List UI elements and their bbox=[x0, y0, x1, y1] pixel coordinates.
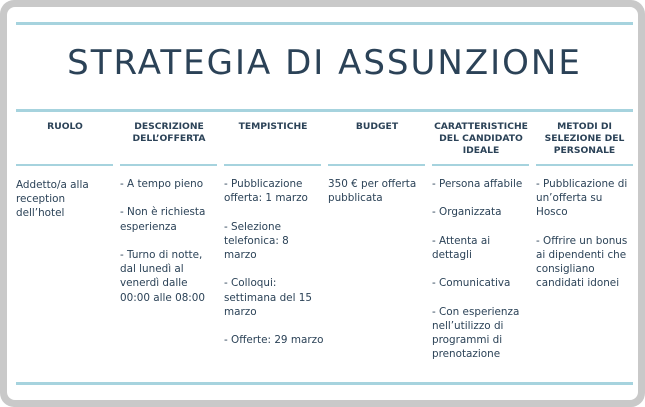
cell-ruolo bbox=[16, 178, 112, 221]
page-title: STRATEGIA DI ASSUNZIONE bbox=[67, 43, 582, 83]
list-item: - A tempo pieno bbox=[120, 178, 204, 190]
cell-budget bbox=[328, 177, 424, 205]
header-underline bbox=[224, 164, 321, 166]
list-item: - Colloqui: settimana del 15 marzo bbox=[224, 277, 312, 318]
header-underline bbox=[120, 164, 217, 166]
column-header-tempistiche: TEMPISTICHE bbox=[238, 121, 308, 132]
column-header-caratteristiche: CARATTERISTICHE DEL CANDIDATO IDEALE bbox=[434, 121, 528, 156]
list-item: - Attenta ai dettagli bbox=[432, 234, 491, 261]
cell-tempistiche bbox=[224, 177, 324, 347]
header-underline bbox=[16, 164, 113, 166]
title-divider bbox=[16, 109, 633, 112]
list-item: - Turno di notte, dal lunedì al venerdì dalle 00:00 alle 08:00 bbox=[120, 248, 206, 304]
list-item: 350 € per offerta pubblicata bbox=[328, 178, 417, 205]
header-underline bbox=[432, 164, 529, 166]
list-item: - Con esperienza nell’utilizzo di programmi di prenotazione bbox=[432, 305, 520, 361]
list-item: - Non è richiesta esperienza bbox=[120, 206, 206, 233]
column-header-budget: BUDGET bbox=[355, 121, 399, 132]
column-header-metodi: METODI DI SELEZIONE DEL PERSONALE bbox=[544, 121, 625, 156]
list-item: - Persona affabile bbox=[432, 178, 523, 190]
list-item: Addetto/a alla reception dell’hotel bbox=[16, 179, 89, 220]
cell-descrizione bbox=[120, 177, 220, 305]
list-item: - Pubblicazione di un’offerta su Hosco bbox=[536, 178, 628, 219]
header-underline bbox=[328, 164, 425, 166]
column-header-descrizione: DESCRIZIONE DELL’OFFERTA bbox=[132, 121, 206, 144]
cell-metodi bbox=[536, 177, 632, 291]
header-underline bbox=[536, 164, 633, 166]
bottom-divider bbox=[16, 382, 633, 385]
cell-caratteristiche bbox=[432, 177, 532, 362]
list-item: - Selezione telefonica: 8 marzo bbox=[224, 220, 289, 261]
list-item: - Pubblicazione offerta: 1 marzo bbox=[224, 178, 308, 205]
column-header-ruolo: RUOLO bbox=[47, 121, 83, 132]
document-card bbox=[7, 7, 638, 400]
list-item: - Offerte: 29 marzo bbox=[224, 334, 324, 347]
list-item: - Offrire un bonus ai dipendenti che consigliano candidati idonei bbox=[536, 234, 628, 290]
list-item: - Organizzata bbox=[432, 206, 502, 219]
top-divider bbox=[16, 22, 633, 25]
list-item: - Comunicativa bbox=[432, 277, 511, 290]
